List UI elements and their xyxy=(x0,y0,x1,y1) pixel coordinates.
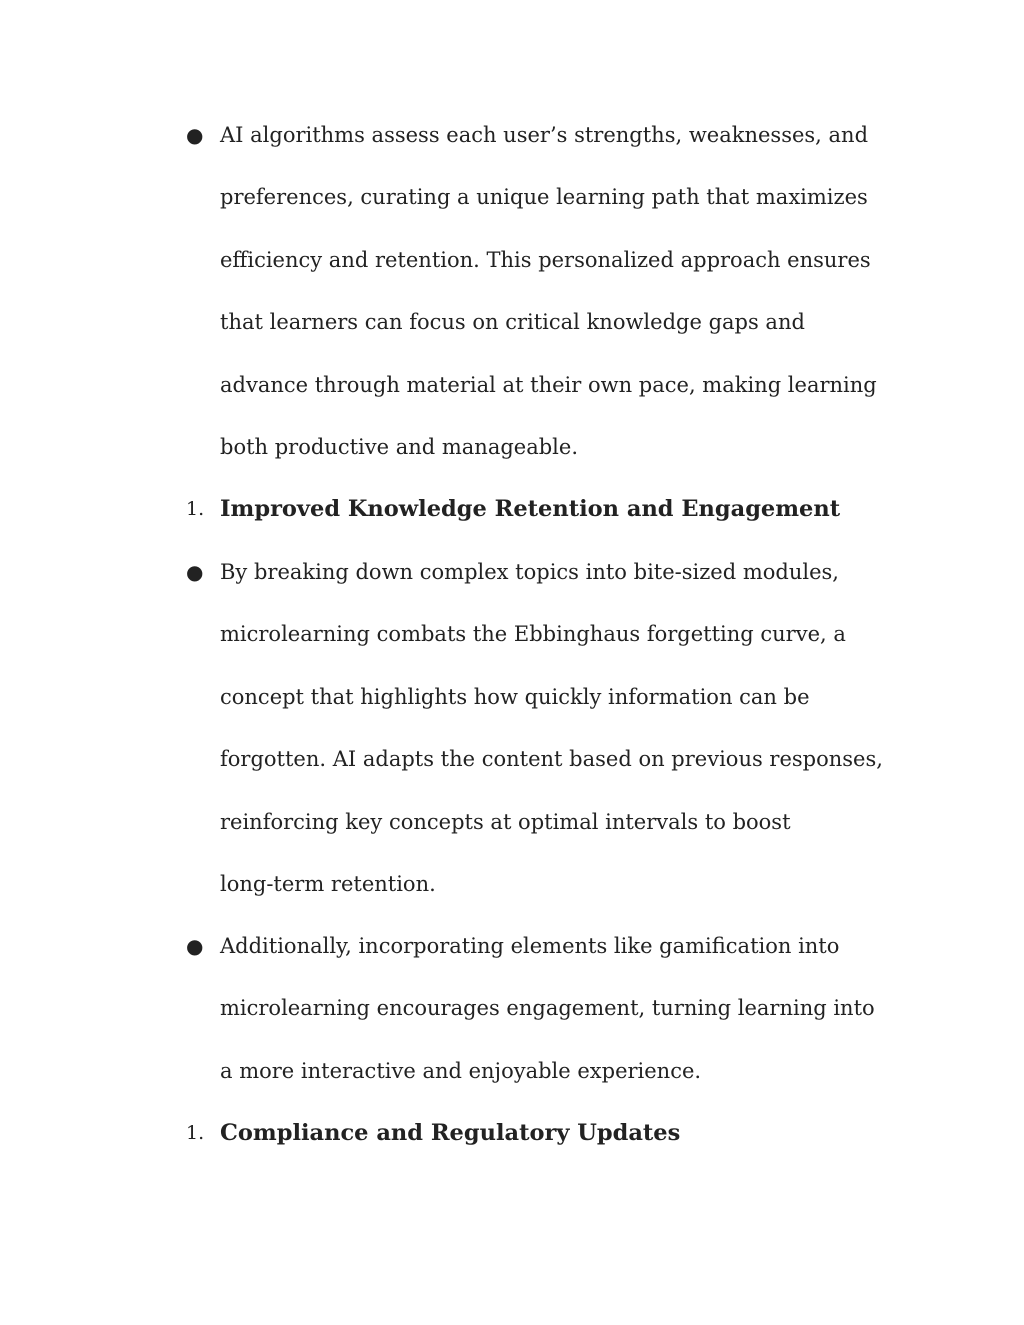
text-line: preferences, curating a unique learning path that maximizes xyxy=(220,185,868,210)
text-line: By breaking down complex topics into bite-sized modules, xyxy=(220,560,839,584)
text-line: efficiency and retention. This personalized approach ensures xyxy=(220,247,871,272)
bullet-text xyxy=(220,915,910,1102)
bullet-icon: ● xyxy=(186,123,204,147)
text-line: AI algorithms assess each user’s strengths, weaknesses, and xyxy=(220,123,869,147)
text-line: both productive and manageable. xyxy=(220,434,578,459)
bullet-icon: ● xyxy=(186,560,204,584)
bullet-icon: ● xyxy=(186,934,204,958)
list-number: 1. xyxy=(186,498,205,520)
text-line: Additionally, incorporating elements like gamification into xyxy=(220,934,840,958)
bullet-text xyxy=(220,104,910,478)
text-line: concept that highlights how quickly information can be xyxy=(220,684,810,709)
text-line: a more interactive and enjoyable experience. xyxy=(220,1058,702,1083)
heading-line: Improved Knowledge Retention and Engagement xyxy=(220,496,841,522)
text-line: microlearning encourages engagement, turning learning into xyxy=(220,996,875,1021)
text-line: advance through material at their own pace, making learning xyxy=(220,372,877,397)
heading-line: Compliance and Regulatory Updates xyxy=(220,1120,681,1146)
section-heading xyxy=(220,478,910,540)
text-line: reinforcing key concepts at optimal intervals to boost xyxy=(220,809,791,834)
bullet-text xyxy=(220,541,910,915)
list-number: 1. xyxy=(186,1122,205,1144)
section-heading xyxy=(220,1102,910,1164)
text-line: forgotten. AI adapts the content based on previous responses, xyxy=(220,747,883,772)
text-line: that learners can focus on critical knowledge gaps and xyxy=(220,310,805,335)
text-line: microlearning combats the Ebbinghaus forgetting curve, a xyxy=(220,622,846,647)
text-line: long-term retention. xyxy=(220,871,436,896)
